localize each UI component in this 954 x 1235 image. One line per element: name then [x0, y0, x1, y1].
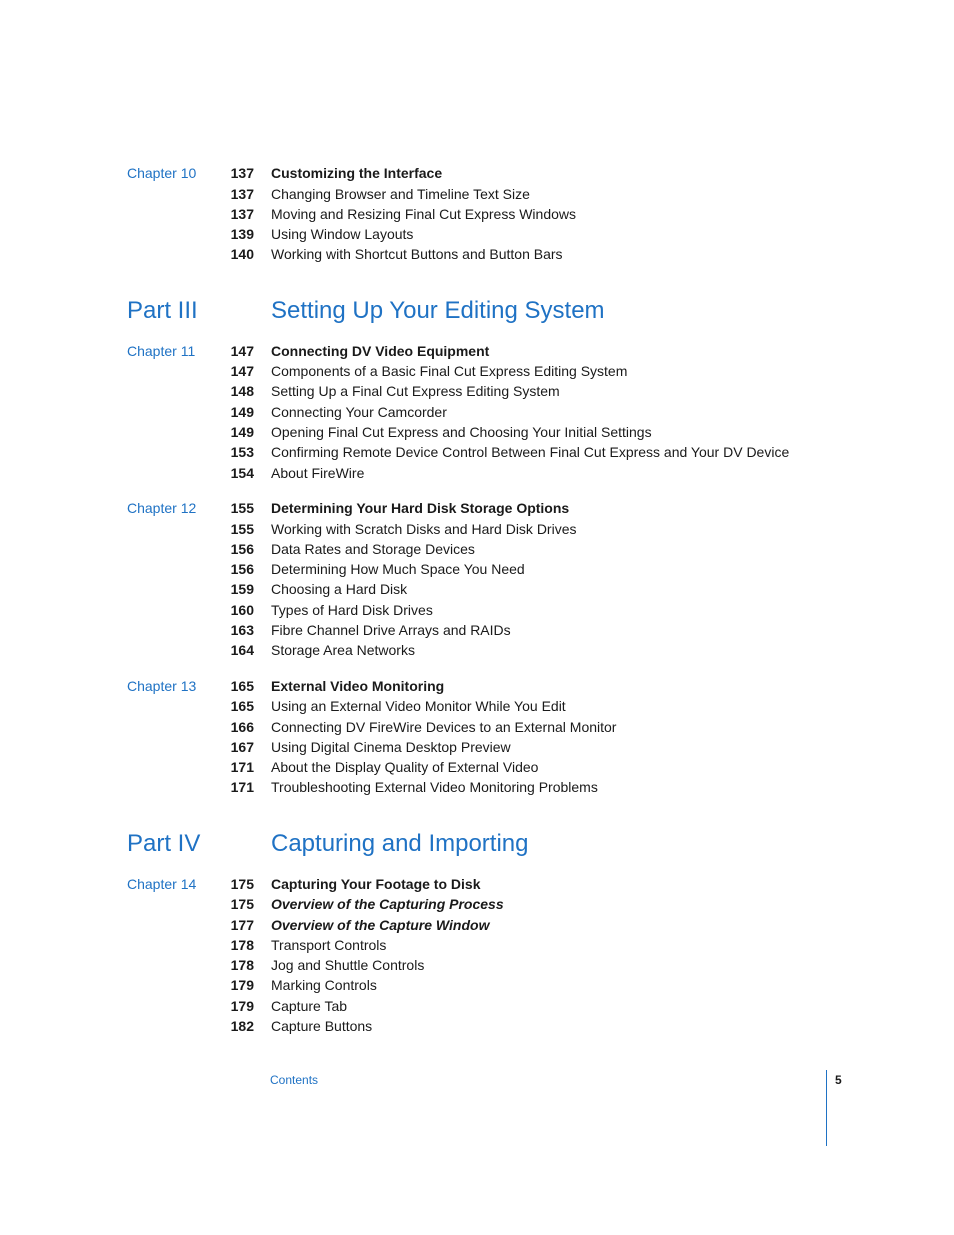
- section-title: Types of Hard Disk Drives: [271, 602, 433, 618]
- toc-entry[interactable]: [0, 975, 954, 995]
- toc-entry[interactable]: [0, 381, 954, 401]
- page-number: 137: [230, 206, 254, 222]
- section-title: Troubleshooting External Video Monitoring Problems: [271, 779, 598, 795]
- page-number: 160: [230, 602, 254, 618]
- section-title: Determining How Much Space You Need: [271, 561, 525, 577]
- toc-entry[interactable]: [0, 519, 954, 539]
- footer-divider: [826, 1070, 827, 1146]
- toc-entry[interactable]: [0, 463, 954, 483]
- chapter-label: Chapter 13: [127, 678, 197, 694]
- toc-entry[interactable]: [0, 676, 954, 696]
- page-number: 171: [230, 779, 254, 795]
- page-number: 182: [230, 1018, 254, 1034]
- page-number: 163: [230, 622, 254, 638]
- page-number: 164: [230, 642, 254, 658]
- section-title: Overview of the Capturing Process: [271, 896, 504, 912]
- page-number: 178: [230, 957, 254, 973]
- chapter-label: Chapter 11: [127, 343, 196, 359]
- section-title: Data Rates and Storage Devices: [271, 541, 475, 557]
- page-number: 147: [230, 343, 254, 359]
- page-number: 149: [230, 424, 254, 440]
- section-title: Choosing a Hard Disk: [271, 581, 408, 597]
- toc-entry[interactable]: [0, 361, 954, 381]
- page-number: 179: [230, 998, 254, 1014]
- toc-entry[interactable]: [0, 442, 954, 462]
- section-title: Connecting Your Camcorder: [271, 404, 447, 420]
- chapter-title: Connecting DV Video Equipment: [271, 343, 490, 359]
- toc-entry[interactable]: [0, 498, 954, 518]
- page-number: 155: [230, 521, 254, 537]
- chapter-title: Customizing the Interface: [271, 165, 443, 181]
- section-title: Capture Tab: [271, 998, 348, 1014]
- chapter-label: Chapter 10: [127, 165, 197, 181]
- section-title: Capture Buttons: [271, 1018, 373, 1034]
- page-number: 178: [230, 937, 254, 953]
- section-title: Marking Controls: [271, 977, 377, 993]
- page-number: 159: [230, 581, 254, 597]
- toc-entry[interactable]: [0, 640, 954, 660]
- chapter-title: Capturing Your Footage to Disk: [271, 876, 481, 892]
- toc-entry[interactable]: [0, 935, 954, 955]
- toc-entry[interactable]: [0, 244, 954, 264]
- page-number: 137: [230, 165, 254, 181]
- page-number: 156: [230, 561, 254, 577]
- toc-entry[interactable]: [0, 696, 954, 716]
- footer-section-label: Contents: [270, 1073, 319, 1087]
- toc-entry[interactable]: [0, 422, 954, 442]
- chapter-label: Chapter 14: [127, 876, 197, 892]
- section-title: About the Display Quality of External Video: [271, 759, 539, 775]
- toc-entry[interactable]: [0, 717, 954, 737]
- section-title: Opening Final Cut Express and Choosing Your Initial Settings: [271, 424, 652, 440]
- toc-entry[interactable]: [0, 874, 954, 894]
- part-title: Setting Up Your Editing System: [271, 297, 605, 324]
- part-heading[interactable]: [0, 829, 954, 859]
- page-number: 167: [230, 739, 254, 755]
- part-label: Part III: [127, 297, 198, 324]
- section-title: Setting Up a Final Cut Express Editing System: [271, 383, 560, 399]
- section-title: Confirming Remote Device Control Between Final Cut Express and Your DV Device: [271, 444, 790, 460]
- toc-entry[interactable]: [0, 894, 954, 914]
- page-number: 165: [230, 678, 254, 694]
- toc-entry[interactable]: [0, 204, 954, 224]
- section-title: Using an External Video Monitor While You Edit: [271, 698, 566, 714]
- page-number: 147: [230, 363, 254, 379]
- part-label: Part IV: [127, 830, 201, 857]
- section-title: About FireWire: [271, 465, 365, 481]
- toc-entry[interactable]: [0, 996, 954, 1016]
- toc-entry[interactable]: [0, 1016, 954, 1036]
- section-title: Moving and Resizing Final Cut Express Windows: [271, 206, 577, 222]
- section-title: Overview of the Capture Window: [271, 917, 490, 933]
- toc-entry[interactable]: [0, 757, 954, 777]
- toc-entry[interactable]: [0, 955, 954, 975]
- toc-entry[interactable]: [0, 777, 954, 797]
- page-number: 155: [230, 500, 254, 516]
- section-title: Changing Browser and Timeline Text Size: [271, 186, 530, 202]
- toc-entry[interactable]: [0, 737, 954, 757]
- toc-entry[interactable]: [0, 579, 954, 599]
- page-number: 177: [230, 917, 254, 933]
- toc-entry[interactable]: [0, 620, 954, 640]
- chapter-title: Determining Your Hard Disk Storage Options: [271, 500, 570, 516]
- page-number: 153: [230, 444, 254, 460]
- section-title: Jog and Shuttle Controls: [271, 957, 425, 973]
- page-number: 165: [230, 698, 254, 714]
- section-title: Storage Area Networks: [271, 642, 415, 658]
- page-number: 175: [230, 876, 254, 892]
- section-title: Connecting DV FireWire Devices to an External Monitor: [271, 719, 617, 735]
- page-number: 166: [230, 719, 254, 735]
- section-title: Using Window Layouts: [271, 226, 414, 242]
- section-title: Fibre Channel Drive Arrays and RAIDs: [271, 622, 511, 638]
- page-number: 137: [230, 186, 254, 202]
- toc-entry[interactable]: [0, 539, 954, 559]
- page-number: 179: [230, 977, 254, 993]
- toc-entry[interactable]: [0, 915, 954, 935]
- part-title: Capturing and Importing: [271, 830, 529, 857]
- chapter-title: External Video Monitoring: [271, 678, 445, 694]
- toc-entry[interactable]: [0, 402, 954, 422]
- section-title: Using Digital Cinema Desktop Preview: [271, 739, 511, 755]
- section-title: Components of a Basic Final Cut Express Editing System: [271, 363, 628, 379]
- toc-entry[interactable]: [0, 341, 954, 361]
- page-number: 171: [230, 759, 254, 775]
- page-number: 149: [230, 404, 254, 420]
- section-title: Working with Scratch Disks and Hard Disk Drives: [271, 521, 577, 537]
- page-number: 148: [230, 383, 254, 399]
- toc-entry[interactable]: [0, 163, 954, 183]
- toc-entry[interactable]: [0, 224, 954, 244]
- chapter-label: Chapter 12: [127, 500, 197, 516]
- toc-entry[interactable]: [0, 184, 954, 204]
- section-title: Working with Shortcut Buttons and Button Bars: [271, 246, 563, 262]
- page-number: 140: [230, 246, 254, 262]
- footer-page-number: 5: [835, 1073, 842, 1087]
- toc-entry[interactable]: [0, 559, 954, 579]
- page-number: 156: [230, 541, 254, 557]
- section-title: Transport Controls: [271, 937, 387, 953]
- part-heading[interactable]: [0, 296, 954, 326]
- page-number: 175: [230, 896, 254, 912]
- toc-entry[interactable]: [0, 600, 954, 620]
- page-number: 154: [230, 465, 254, 481]
- page-number: 139: [230, 226, 254, 242]
